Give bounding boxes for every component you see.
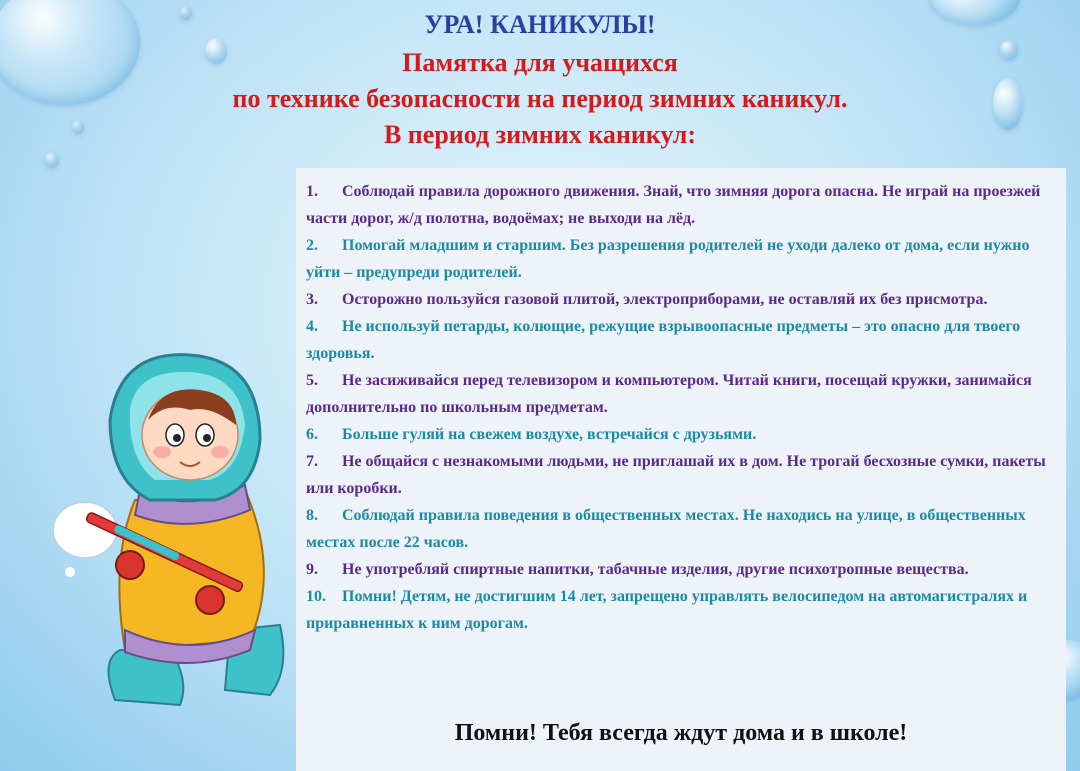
rule-item bbox=[306, 448, 1048, 502]
page-title: УРА! КАНИКУЛЫ! bbox=[424, 10, 656, 39]
rule-number: 6. bbox=[306, 426, 318, 443]
rule-number: 5. bbox=[306, 372, 318, 389]
rule-item bbox=[306, 421, 1048, 448]
rule-item bbox=[306, 583, 1048, 637]
footer-slogan: Помни! Тебя всегда ждут дома и в школе! bbox=[454, 720, 908, 746]
rule-number: 2. bbox=[306, 237, 318, 254]
page-subtitle: по технике безопасности на период зимних каникул. bbox=[232, 84, 848, 113]
child-in-winter-coat-illustration bbox=[40, 330, 310, 730]
rule-item bbox=[306, 178, 1048, 232]
bubble-decoration bbox=[45, 152, 59, 168]
rule-number: 8. bbox=[306, 507, 318, 524]
rule-text: Помогай младшим и старшим. Без разрешения родителей не уходи далеко от дома, если нужно уйти – предупреди родителей. bbox=[306, 237, 1030, 281]
rules-panel bbox=[296, 168, 1066, 771]
rule-text: Не засиживайся перед телевизором и компьютером. Читай книги, посещай кружки, занимайся дополнительно по школьным предметам. bbox=[306, 372, 1032, 416]
rule-number: 7. bbox=[306, 453, 318, 470]
rule-text: Соблюдай правила дорожного движения. Знай, что зимняя дорога опасна. Не играй на проезжей части дорог, ж/д полотна, водоёмах; не выходи на лёд. bbox=[306, 183, 1041, 227]
rule-item bbox=[306, 286, 1048, 313]
rule-number: 3. bbox=[306, 291, 318, 308]
rule-text: Не общайся с незнакомыми людьми, не приглашай их в дом. Не трогай бесхозные сумки, пакеты или коробки. bbox=[306, 453, 1046, 497]
rule-text: Больше гуляй на свежем воздухе, встречайся с друзьями. bbox=[342, 426, 757, 443]
page-subtitle: Памятка для учащихся bbox=[402, 48, 678, 77]
rule-item bbox=[306, 556, 1048, 583]
rule-number: 10. bbox=[306, 588, 326, 605]
rule-item bbox=[306, 502, 1048, 556]
rule-item bbox=[306, 367, 1048, 421]
rule-number: 9. bbox=[306, 561, 318, 578]
page-subtitle: В период зимних каникул: bbox=[383, 120, 697, 149]
rule-text: Не используй петарды, колющие, режущие взрывоопасные предметы – это опасно для твоего здоровья. bbox=[306, 318, 1021, 362]
rule-text: Осторожно пользуйся газовой плитой, электроприборами, не оставляй их без присмотра. bbox=[342, 291, 988, 308]
rule-item bbox=[306, 232, 1048, 286]
rule-number: 1. bbox=[306, 183, 318, 200]
rule-item bbox=[306, 313, 1048, 367]
rule-text: Помни! Детям, не достигшим 14 лет, запрещено управлять велосипедом на автомагистралях и приравненных к ним дорогам. bbox=[306, 588, 1028, 632]
rule-text: Соблюдай правила поведения в общественных местах. Не находись на улице, в общественных местах после 22 часов. bbox=[306, 507, 1026, 551]
rule-text: Не употребляй спиртные напитки, табачные изделия, другие психотропные вещества. bbox=[342, 561, 969, 578]
rules-list bbox=[306, 178, 1048, 637]
rule-number: 4. bbox=[306, 318, 318, 335]
